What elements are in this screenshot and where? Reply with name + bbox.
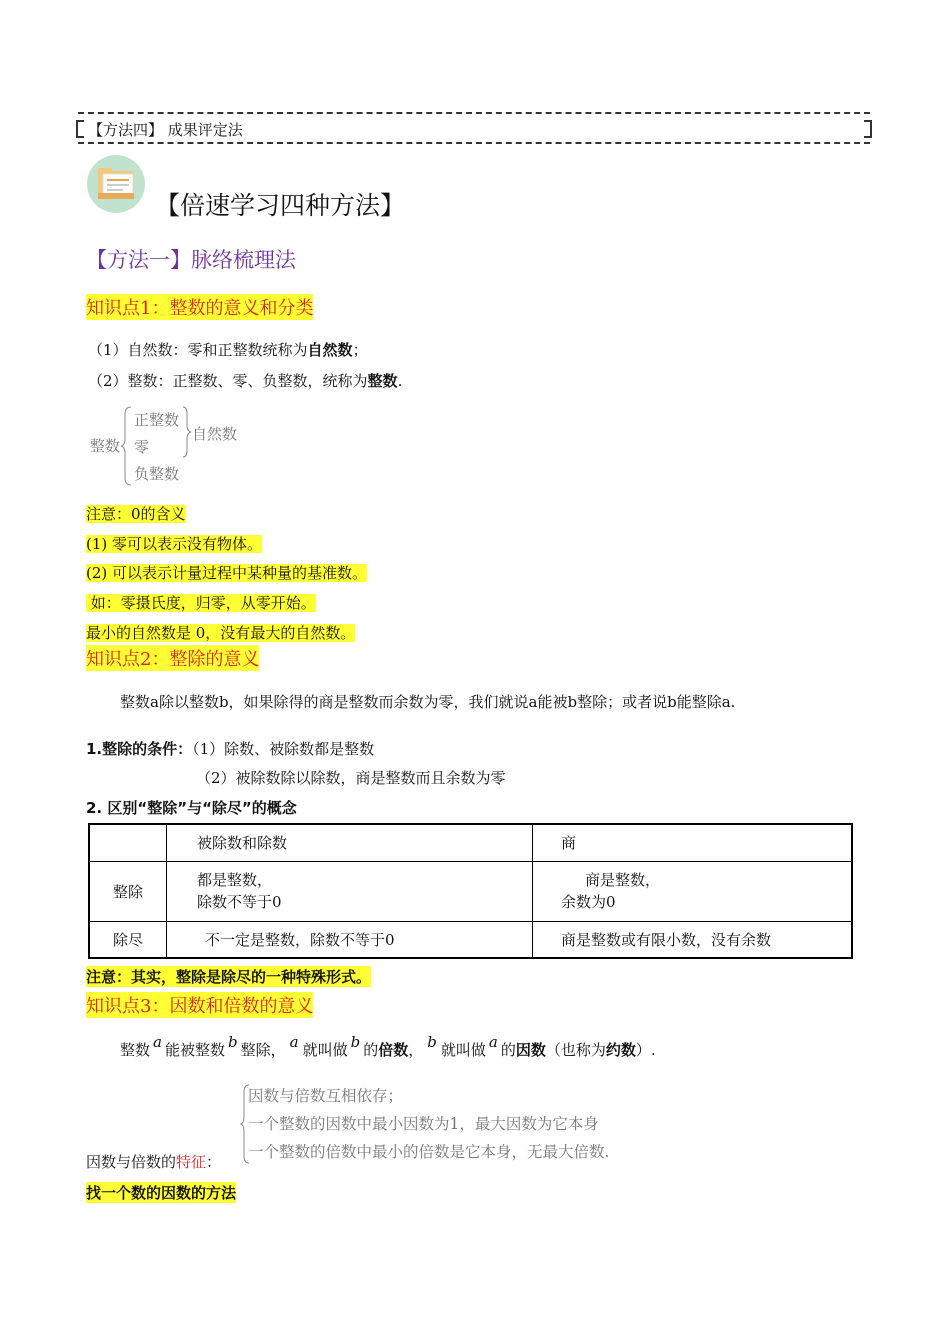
document-icon [87,155,145,213]
kp2-condition-2: （2）被除数除以除数，商是整数而且余数为零 [196,769,506,787]
table-cell: 商是整数， 余数为0 [533,861,853,921]
method-one-title: 【方法一】脉络梳理法 [86,248,296,272]
kp1-title: 知识点1：整数的意义和分类 [86,294,313,320]
kp2-condition-1: 1.整除的条件：（1）除数、被除数都是整数 [86,740,375,758]
note-line: (1) 零可以表示没有物体。 [86,534,263,553]
table-cell: 都是整数， 除数不等于0 [167,861,533,921]
divide-compare-table [88,823,853,959]
feature-line: 因数与倍数互相依存； [248,1087,404,1105]
note-line: 注意：0的含义 [86,505,186,523]
feature-line: 一个整数的因数中最小因数为1，最大因数为它本身 [248,1115,599,1133]
note-line: 如：零摄氏度，归零，从零开始。 [86,594,316,613]
page-heading: 【倍速学习四种方法】 [155,191,406,220]
integer-classification-diagram [90,404,260,488]
table-cell: 商是整数或有限小数，没有余数 [533,921,853,958]
table-cell [89,824,167,861]
method-four-box [78,112,870,144]
kp1-notes [86,500,367,649]
table-row-label: 整除 [89,861,167,921]
table-header: 被除数和除数 [167,824,533,861]
kp1-line2: （2）整数：正整数、零、负整数，统称为整数. [88,372,403,390]
kp2-note: 注意：其实，整除是除尽的一种特殊形式。 [86,968,372,986]
diagram-root: 整数 [90,437,121,455]
kp2-compare-title: 2. 区别“整除”与“除尽”的概念 [86,799,297,817]
kp3-title: 知识点3：因数和倍数的意义 [86,992,313,1018]
table-row-label: 除尽 [89,921,167,958]
table-row [89,921,852,958]
method-four-label: 【方法四】 成果评定法 [88,121,243,139]
note-line: (2) 可以表示计量过程中某种量的基准数。 [86,564,368,583]
table-header: 商 [533,824,853,861]
feature-line: 一个整数的倍数中最小的倍数是它本身，无最大倍数. [248,1143,610,1161]
kp3-definition: 整数 a 能被整数 b 整除， a 就叫做 b 的倍数， b 就叫做 a 的因数（也称为约数）. [120,1033,656,1059]
diagram-group-natural: 自然数 [192,425,238,443]
kp1-line1: （1）自然数：零和正整数统称为自然数； [88,341,368,359]
diagram-item-positive: 正整数 [134,411,180,429]
table-header-row [89,824,852,861]
kp3-method-title: 找一个数的因数的方法 [86,1184,237,1202]
kp2-definition: 整数a除以整数b，如果除得的商是整数而余数为零，我们就说a能被b整除；或者说b能整除a. [120,693,736,711]
factor-multiple-features [240,1080,680,1164]
kp2-title: 知识点2：整除的意义 [86,645,259,671]
diagram-item-negative: 负整数 [134,465,180,483]
kp3-feature-label: 因数与倍数的特征： [86,1153,222,1171]
note-line: 最小的自然数是 0，没有最大的自然数。 [86,623,356,642]
table-cell: 不一定是整数，除数不等于0 [167,921,533,958]
diagram-item-zero: 零 [134,438,150,456]
table-row [89,861,852,921]
